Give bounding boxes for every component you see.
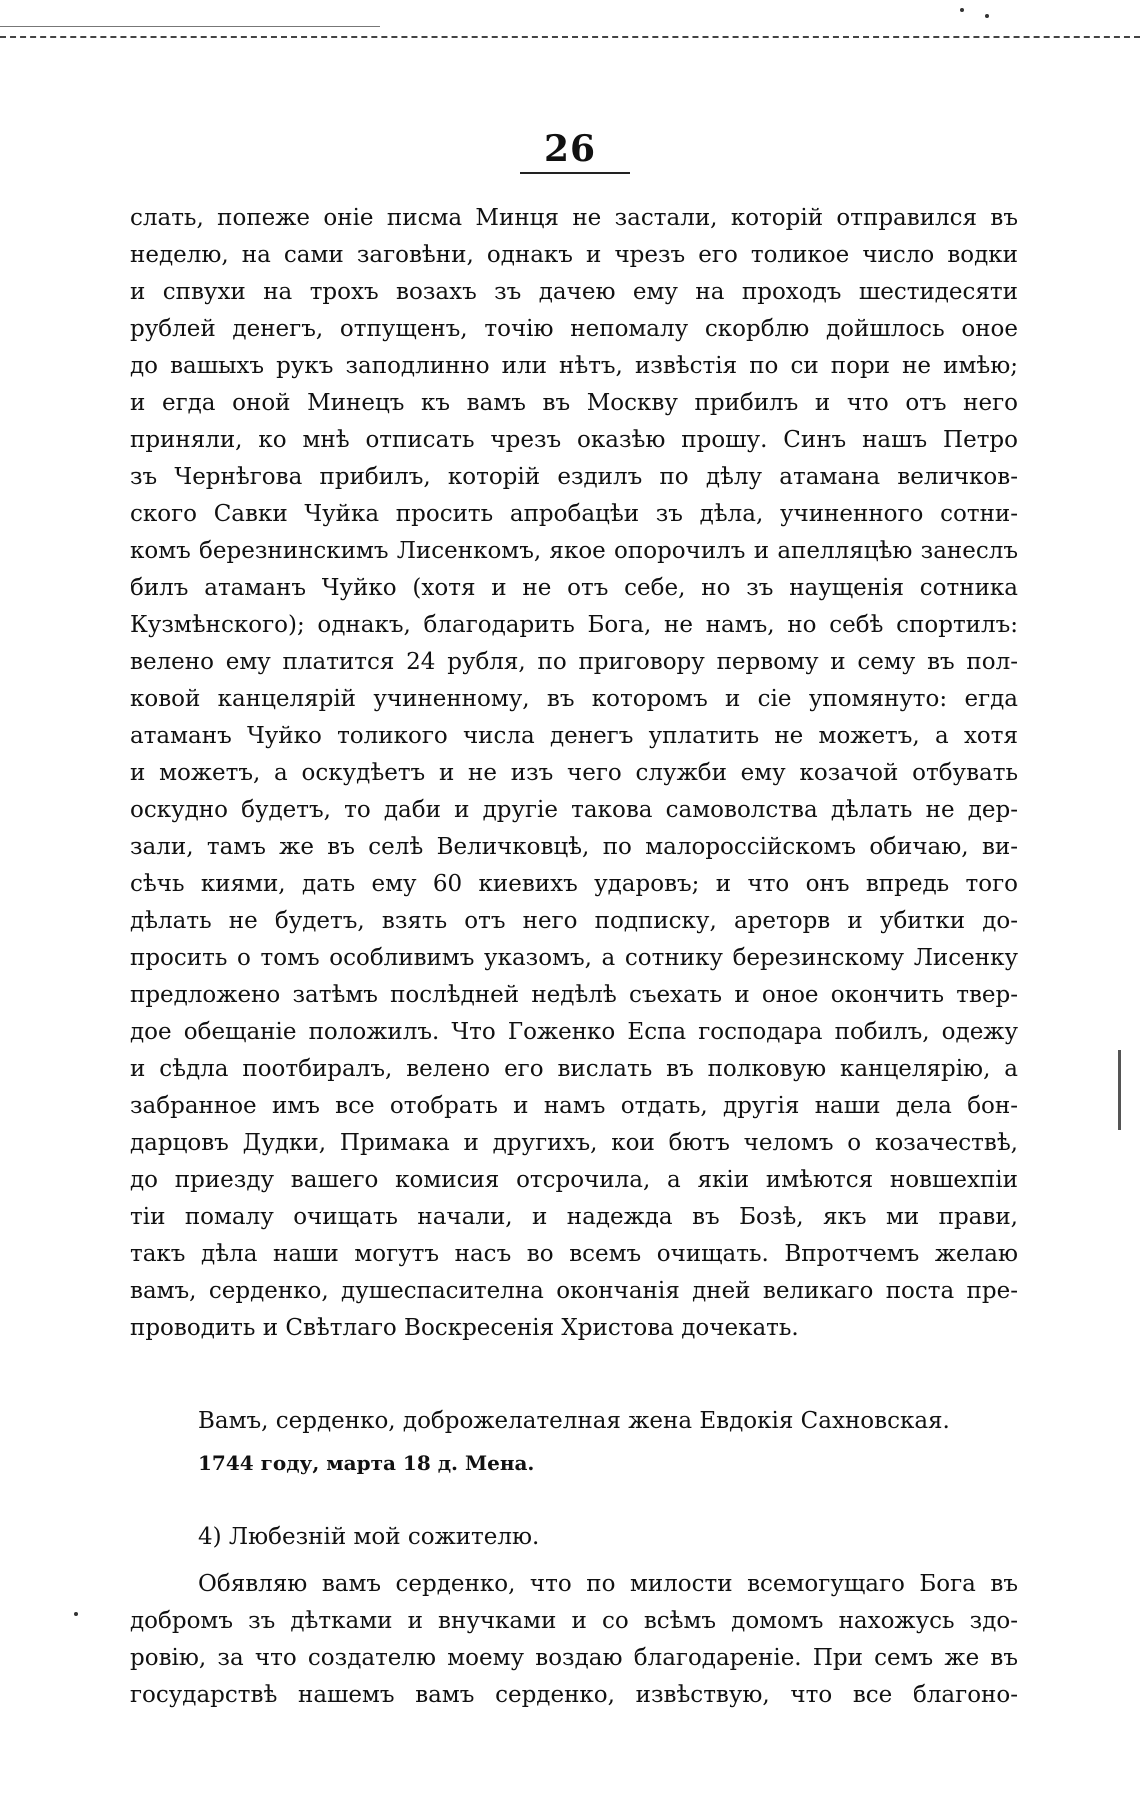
letter-body bbox=[130, 200, 1018, 1347]
text-line: комъ березнинскимъ Лисенкомъ, якое опорочилъ и апелляцѣю занеслъ bbox=[130, 538, 1018, 564]
text-line: приняли, ко мнѣ отписать чрезъ оказѣю прошу. Синъ нашъ Петро bbox=[130, 427, 1018, 453]
text-line: и сѣдла поотбиралъ, велено его вислать въ полковую канцелярію, а bbox=[130, 1056, 1018, 1082]
text-line: государствѣ нашемъ вамъ серденко, извѣствую, что все благоно- bbox=[130, 1682, 1018, 1708]
text-line: Кузмѣнского); однакъ, благодарить Бога, не намъ, но себѣ спортилъ: bbox=[130, 612, 1018, 638]
text-line: до приезду вашего комисия отсрочила, а якіи имѣются новшехпіи bbox=[130, 1167, 1018, 1193]
text-line: такъ дѣла наши могутъ насъ во всемъ очищать. Впротчемъ желаю bbox=[130, 1241, 1018, 1267]
text-line: атаманъ Чуйко толикого числа денегъ уплатить не можетъ, а хотя bbox=[130, 723, 1018, 749]
text-line: проводить и Свѣтлаго Воскресенія Христова дочекать. bbox=[130, 1315, 799, 1341]
ink-speck bbox=[960, 8, 964, 12]
text-line: сѣчь киями, дать ему 60 киевихъ ударовъ; и что онъ впредь того bbox=[130, 871, 1018, 897]
text-line: ровію, за что создателю моему воздаю благодареніе. При семъ же въ bbox=[130, 1645, 1018, 1671]
text-line: просить о томъ особливимъ указомъ, а сотнику березинскому Лисенку bbox=[130, 945, 1018, 971]
text-line: зали, тамъ же въ селѣ Величковцѣ, по малороссійскомъ обичаю, ви- bbox=[130, 834, 1018, 860]
text-line: добромъ зъ дѣтками и внучками и со всѣмъ домомъ нахожусь здо- bbox=[130, 1608, 1018, 1634]
text-line: вамъ, серденко, душеспасителна окончанія дней великаго поста пре- bbox=[130, 1278, 1018, 1304]
text-line: и можетъ, а оскудѣетъ и не изъ чего служби ему козачой отбувать bbox=[130, 760, 1018, 786]
text-line: рублей денегъ, отпущенъ, точію непомалу скорблю дойшлось оное bbox=[130, 316, 1018, 342]
margin-mark bbox=[1118, 1050, 1121, 1130]
ink-speck bbox=[985, 14, 989, 18]
salutation: 4) Любезній мой сожителю. bbox=[198, 1524, 540, 1550]
date-line: 1744 году, марта 18 д. Мена. bbox=[198, 1451, 535, 1475]
text-line: и спвухи на трохъ возахъ зъ дачею ему на проходъ шестидесяти bbox=[130, 279, 1018, 305]
text-line: предложено затѣмъ послѣдней недѣлѣ съехать и оное окончить твер- bbox=[130, 982, 1018, 1008]
ink-speck bbox=[74, 1612, 78, 1616]
text-line: ского Савки Чуйка просить апробацѣи зъ дѣла, учиненного сотни- bbox=[130, 501, 1018, 527]
text-line: тіи помалу очищать начали, и надежда въ Бозѣ, якъ ми прави, bbox=[130, 1204, 1018, 1230]
text-line: зъ Чернѣгова прибилъ, которій ездилъ по дѣлу атамана величков- bbox=[130, 464, 1018, 490]
text-line: Обявляю вамъ серденко, что по милости всемогущаго Бога въ bbox=[198, 1571, 1018, 1597]
text-line: и егда оной Минецъ къ вамъ въ Москву прибилъ и что отъ него bbox=[130, 390, 1018, 416]
second-letter-body bbox=[130, 1566, 1018, 1714]
text-line: дѣлать не будетъ, взять отъ него подписку, ареторв и убитки до- bbox=[130, 908, 1018, 934]
text-line: дарцовъ Дудки, Примака и другихъ, кои бютъ челомъ о козачествѣ, bbox=[130, 1130, 1018, 1156]
text-line: слать, попеже оніе писма Минця не застали, которій отправился въ bbox=[130, 205, 1018, 231]
signature: Вамъ, серденко, доброжелателная жена Евдокія Сахновская. bbox=[198, 1408, 950, 1434]
page-number: 26 bbox=[543, 128, 597, 170]
text-line: неделю, на сами заговѣни, однакъ и чрезъ его толикое число водки bbox=[130, 242, 1018, 268]
text-line: забранное имъ все отобрать и намъ отдать, другія наши дела бон- bbox=[130, 1093, 1018, 1119]
text-line: оскудно будетъ, то даби и другіе такова самоволства дѣлать не дер- bbox=[130, 797, 1018, 823]
text-line: велено ему платится 24 рубля, по приговору первому и сему въ пол- bbox=[130, 649, 1018, 675]
text-line: дое обещаніе положилъ. Что Гоженко Еспа господара побилъ, одежу bbox=[130, 1019, 1018, 1045]
top-thin-rule bbox=[0, 26, 380, 27]
top-dashed-rule bbox=[0, 36, 1140, 38]
page-number-underline bbox=[520, 172, 630, 174]
text-line: до вашыхъ рукъ заподлинно или нѣтъ, извѣстія по си пори не имѣю; bbox=[130, 353, 1018, 379]
text-line: ковой канцелярій учиненному, въ которомъ и сіе упомянуто: егда bbox=[130, 686, 1018, 712]
text-line: билъ атаманъ Чуйко (хотя и не отъ себе, но зъ наущенія сотника bbox=[130, 575, 1018, 601]
